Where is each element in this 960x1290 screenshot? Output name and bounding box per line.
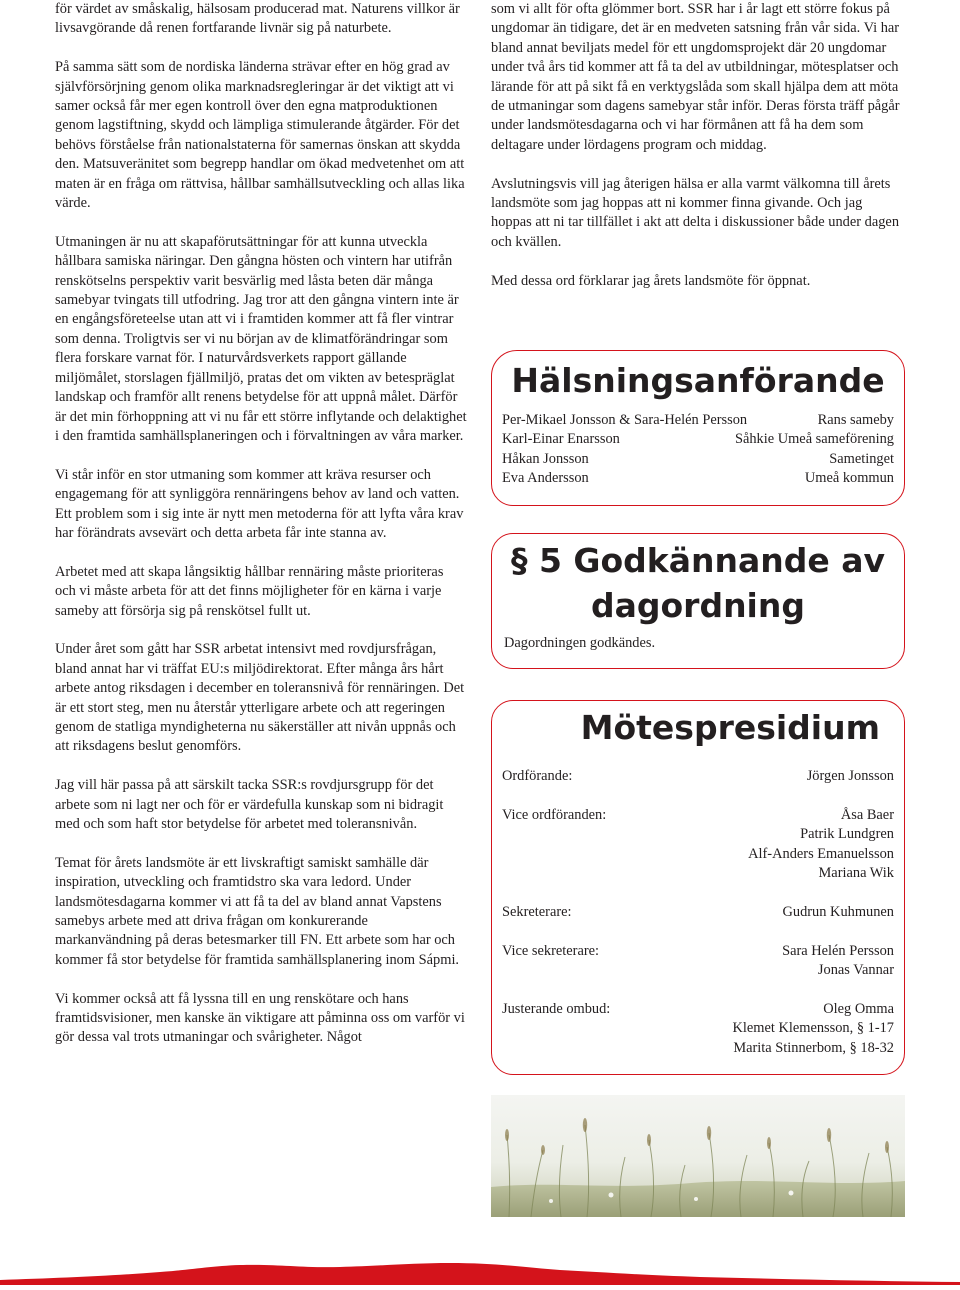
paragraph: På samma sätt som de nordiska länderna strävar efter en hög grad av självförsörjning genom olika marknadsregleringar är det viktigt att vi samer också får mer egen kontroll över den egna matproduktionen genom lagstiftning, skydd och lämpliga stimulerande åtgärder. För det behövs förståelse från nationalstaterna för samernas önskan att skydda den. Matsuveränitet som begrepp handlar om ökad medvetenhet om att maten är en fråga om rättvisa, hållbar samhällsutveckling och allas lika värde. bbox=[55, 59, 465, 212]
presidium-grid bbox=[502, 767, 894, 1058]
presidium-member: Marita Stinnerbom, § 18-32 bbox=[733, 1039, 894, 1056]
agenda-title-line1: § 5 Godkännande av bbox=[510, 541, 886, 580]
presidium-member: Mariana Wik bbox=[818, 865, 894, 882]
right-column bbox=[491, 0, 906, 310]
presidium-role: Vice sekreterare: bbox=[502, 942, 600, 959]
mountain-decoration bbox=[0, 1262, 960, 1285]
presidium-box bbox=[491, 700, 905, 1075]
greeting-row bbox=[502, 450, 894, 469]
paragraph: Jag vill här passa på att särskilt tacka SSR:s rovdjursgrupp för det arbete som ni lagt ner och för er värdefulla kunskap som ni bidragit med och som haft stor betydelse för arbetet med toleransnivån. bbox=[55, 777, 444, 832]
greeting-name: Karl-Einar Enarsson bbox=[502, 431, 620, 448]
presidium-title: Mötespresidium bbox=[580, 708, 880, 747]
agenda-text: Dagordningen godkändes. bbox=[504, 635, 656, 651]
presidium-member: Jonas Vannar bbox=[817, 962, 894, 979]
presidium-row bbox=[502, 942, 894, 981]
paragraph: Temat för årets landsmöte är ett livskraftigt samiskt samhälle där inspiration, utveckling och framtidstro ska vara ledord. Under landsmötesdagarna kommer vi att få ta del av bland annat Vapstens samebys arbete med att driva frågan om konkurerande markanvändning på deras betesmarker till FN. Ett arbete som har och kommer få stor betydelse för framtida samhällsplanering inom Sápmi. bbox=[55, 854, 460, 968]
presidium-role: Justerande ombud: bbox=[502, 1000, 611, 1017]
presidium-member: Alf-Anders Emanuelsson bbox=[748, 845, 894, 862]
paragraph: som vi allt för ofta glömmer bort. SSR har i år lagt ett större fokus på ungdomar än tidigare, det är en medveten satsning från vår sida. Vi har bland annat beviljats medel för ett ungdomsprojekt där 20 ungdomar under två års tid kommer att få ta del av utbildningar, mötesplatser och lärande för att på sikt få en verktygslåda som skall hjälpa dem att möta de utmaningar som dagens samebyar står inför. Deras första träff pågår under landsmötesdagarna och vi har förmånen att få ha dem som deltagare under lördagens program och middag. bbox=[491, 1, 900, 153]
presidium-member: Åsa Baer bbox=[840, 806, 894, 823]
presidium-row bbox=[502, 903, 894, 922]
greeting-name: Håkan Jonsson bbox=[502, 450, 589, 467]
paragraph: Vi kommer också att få lyssna till en ung renskötare och hans framtidsvisioner, men kanske än viktigare att påminna oss om varför vi gör dessa val trots utmaningar och svårigheter. Något bbox=[55, 990, 465, 1046]
presidium-row bbox=[502, 767, 894, 786]
greeting-name: Eva Andersson bbox=[502, 470, 589, 487]
presidium-member: Sara Helén Persson bbox=[782, 942, 894, 959]
greeting-box bbox=[491, 350, 905, 506]
paragraph: Med dessa ord förklarar jag årets landsmöte för öppnat. bbox=[491, 272, 811, 289]
presidium-role: Vice ordföranden: bbox=[502, 806, 607, 823]
presidium-role: Sekreterare: bbox=[502, 903, 572, 920]
presidium-row bbox=[502, 806, 894, 884]
presidium-row bbox=[502, 1000, 894, 1058]
greeting-org: Sametinget bbox=[829, 450, 894, 467]
greeting-row bbox=[502, 430, 894, 449]
greeting-org: Umeå kommun bbox=[804, 470, 894, 487]
greeting-name: Per-Mikael Jonsson & Sara-Helén Persson bbox=[502, 412, 748, 428]
paragraph: Vi står inför en stor utmaning som kommer att kräva resurser och engagemang för att synliggöra rennäringens behov av land och vatten. Ett problem som i sig inte är nytt men metoderna för att lyfta våra krav har förändrats avsevärt och detta arbeta får inte stanna av. bbox=[55, 466, 464, 541]
greeting-row bbox=[502, 411, 894, 430]
greeting-title: Hälsningsanförande bbox=[511, 361, 885, 400]
presidium-member: Gudrun Kuhmunen bbox=[782, 903, 894, 920]
greeting-org: Rans sameby bbox=[817, 412, 894, 428]
agenda-title-line2: dagordning bbox=[590, 586, 805, 625]
paragraph: Utmaningen är nu att skapaförutsättningar för att kunna utveckla hållbara samiska näringar. Den gångna hösten och vintern har utifrån renskötselns perspektiv varit besvärlig med låsta beten där många samebyar tvingats till utfodring. Jag tror att den gångna vintern inte är en engångsföreteelse utan att vi i framtiden kommer att få fler vintrar som denna. Troligtvis ser vi nu början av de klimatförändringar som flera forskare varnat för. I naturvårdsverkets rapport gällande miljömålet, storslagen fjällmiljö, pratas det om vikten av betespräglat landskap och framför allt renens betydelse för att uppnå målet. Därför är det min förhoppning att vi nu får ett större inflytande och delaktighet i den framtida samhällsplaneringen och i förvaltningen av våra marker. bbox=[55, 233, 467, 444]
meadow-image bbox=[491, 1095, 905, 1217]
paragraph: Avslutningsvis vill jag återigen hälsa er alla varmt välkomna till årets landsmöte som jag hoppas att ni kommer finna givande. Och jag hoppas att ni tar tillfället i akt att delta i diskussioner både under dagen och kvällen. bbox=[491, 175, 900, 250]
presidium-member: Klemet Klemensson, § 1-17 bbox=[732, 1020, 894, 1037]
presidium-member: Jörgen Jonsson bbox=[806, 768, 894, 784]
footer-mountain-band bbox=[0, 1262, 960, 1285]
paragraph: Arbetet med att skapa långsiktig hållbar rennäring måste prioriteras och vi måste arbeta för att det finns möjligheter för en kärna i varje sameby att försörja sig på renskötsel fullt ut. bbox=[55, 563, 444, 619]
presidium-member: Oleg Omma bbox=[823, 1000, 894, 1017]
agenda-box bbox=[491, 533, 905, 669]
meadow-photo bbox=[491, 1095, 905, 1217]
left-column bbox=[55, 0, 467, 1067]
presidium-member: Patrik Lundgren bbox=[800, 826, 894, 843]
paragraph: Under året som gått har SSR arbetat intensivt med rovdjursfrågan, bland annat har vi träffat EU:s miljödirektorat. Efter många års hårt arbete antog riksdagen i december en toleransnivå för rennäringen. Det är ett stort steg, men nu återstår ytterligare arbete och att regeringen genom de statliga myndigheterna nu säkerställer att nivån uppnås och att riksdagens beslut genomförs. bbox=[55, 641, 465, 755]
paragraph: för värdet av småskalig, hälsosam producerad mat. Naturens villkor är livsavgörande då renen fortfarande livnär sig på naturbete. bbox=[55, 1, 460, 37]
presidium-role: Ordförande: bbox=[502, 768, 573, 784]
greeting-row bbox=[502, 469, 894, 488]
greeting-org: Såhkie Umeå sameförening bbox=[734, 431, 894, 448]
